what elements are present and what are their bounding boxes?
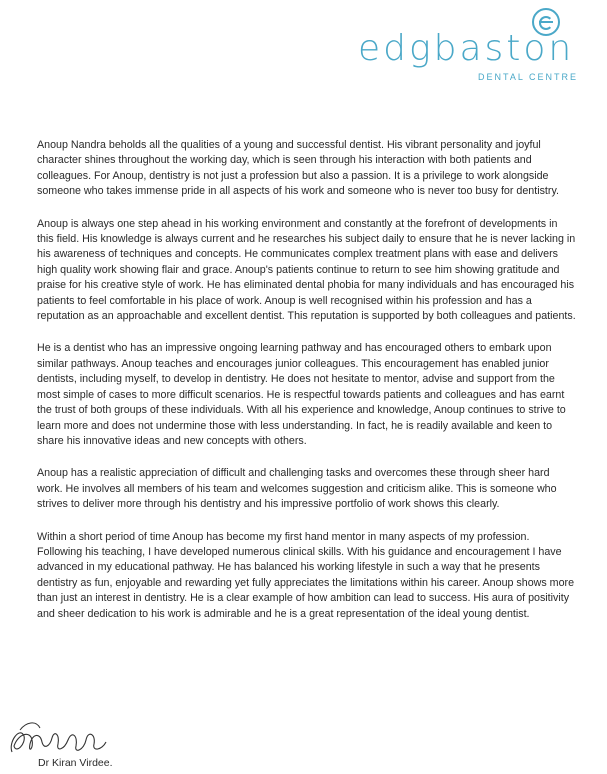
paragraph-1: Anoup Nandra beholds all the qualities of a young and successful dentist. His vibrant personality and joyful character shines throughout the working day, which is seen through his interaction with both patients and colleagues. For Anoup, dentistry is not just a profession but also a passion. It is a privilege to work alongside someone who takes immense pride in all aspects of his work and someone who is never too busy for dentistry. <box>37 139 559 198</box>
paragraph-4: Anoup has a realistic appreciation of difficult and challenging tasks and overcomes these through sheer hard work. He involves all members of his team and welcomes suggestion and criticism alike. This is someone who strives to deliver more through his dentistry and his impressive portfolio of work shows this clearly. <box>37 467 557 511</box>
paragraph-3: He is a dentist who has an impressive ongoing learning pathway and has encouraged others to embark upon similar pathways. Anoup teaches and encourages junior colleagues. This encouragement has enabled junior dentists, including myself, to develop in dentistry. He does not hesitate to mentor, advise and support from the most simple of cases to more difficult scenarios. He is respectful towards patients and colleagues and has earnt the trust of both groups of these individuals. With all his experience and knowledge, Anoup continues to strive to learn more and does not undermine those with less understanding. In fact, he is readily available and keen to share his innovative ideas and new concepts with others. <box>37 342 566 447</box>
signature-icon <box>6 716 116 760</box>
signer-name: Dr Kiran Virdee. <box>38 757 113 769</box>
letterhead <box>0 0 607 110</box>
brand-name: edgbaston <box>358 28 575 69</box>
paragraph-2: Anoup is always one step ahead in his working environment and constantly at the forefront of developments in this field. His knowledge is always current and he researches his subject daily to ensure that he is never lacking in his awareness of techniques and concepts. He communicates complex treatment plans with ease and delivers high quality work showing flair and grace. Anoup's patients continue to return to see him showing gratitude and praise for his creative style of work. He has eliminated dental phobia for many individuals and has encouraged his patients to feel comfortable in his place of work. Anoup is well recognised within his profession and has a reputation as an approachable and excellent dentist. This reputation is supported by both colleagues and patients. <box>37 217 576 323</box>
brand-subtitle: DENTAL CENTRE <box>478 72 579 82</box>
paragraph-5: Within a short period of time Anoup has become my first hand mentor in many aspects of my profession. Following his teaching, I have developed numerous clinical skills. With his guidance and encouragement I have advanced in my educational pathway. He has balanced his working lifestyle in such a way that he presents dentistry as fun, enjoyable and rewarding yet fully appreciates the limitations within his career. Anoup shows more than just an interest in dentistry. He is a clear example of how ambition can lead to success. His aura of positivity and sheer dedication to his work is admirable and he is a great representation of the ideal young dentist. <box>37 530 575 620</box>
letter-body <box>37 138 577 639</box>
